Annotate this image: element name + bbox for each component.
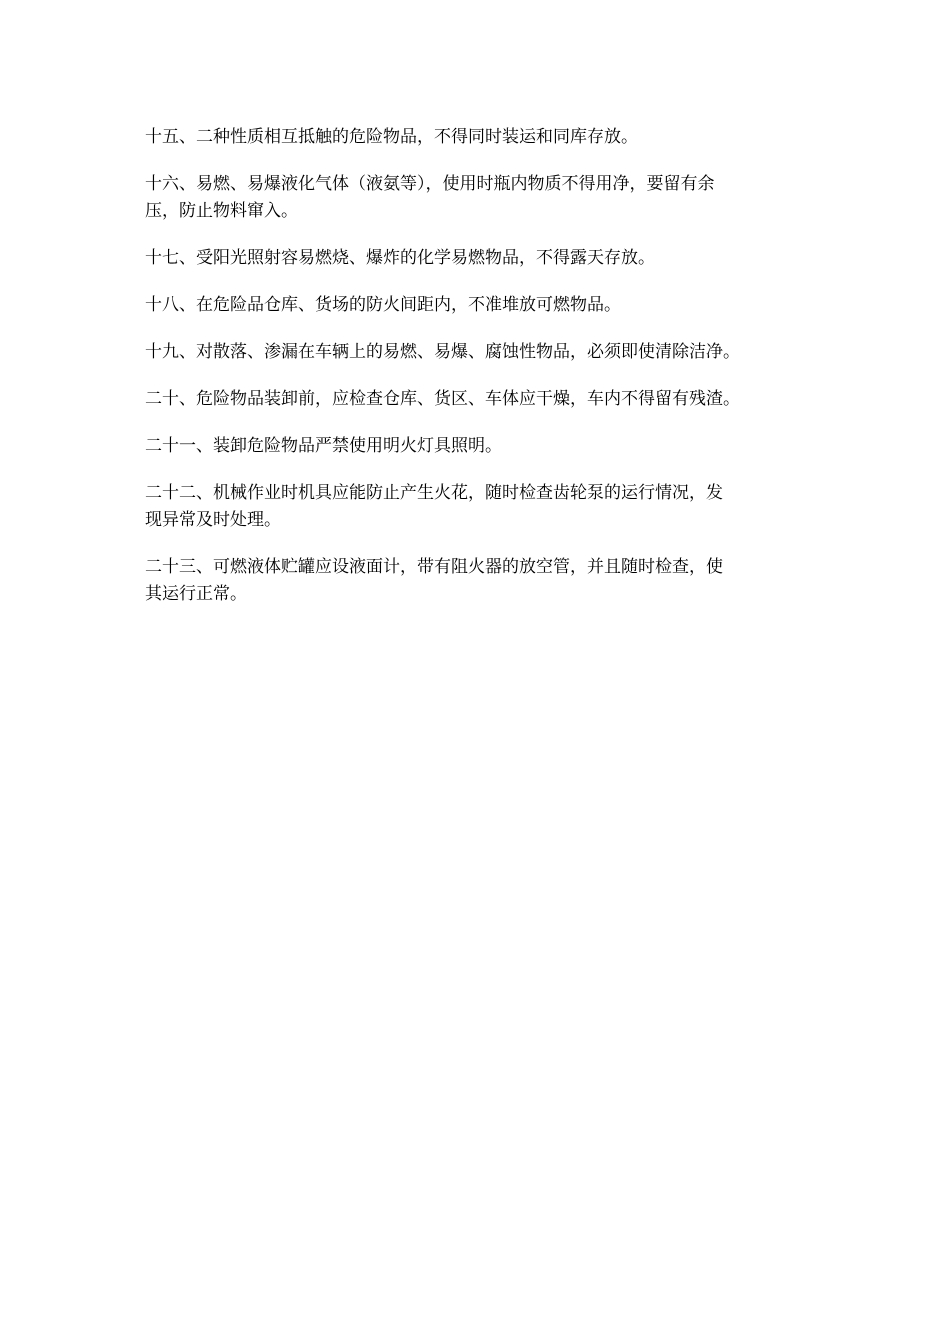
rule-item-15: 十五、二种性质相互抵触的危险物品，不得同时装运和同库存放。 bbox=[145, 127, 638, 147]
rule-item-22: 二十二、机械作业时机具应能防止产生火花，随时检查齿轮泵的运行情况，发 现异常及时处理。 bbox=[145, 483, 723, 530]
document-body bbox=[145, 124, 810, 628]
rule-item-16: 十六、易燃、易爆液化气体（液氨等），使用时瓶内物质不得用净，要留有余 压，防止物料窜入。 bbox=[145, 174, 715, 221]
rule-item-18: 十八、在危险品仓库、货场的防火间距内，不准堆放可燃物品。 bbox=[145, 295, 621, 315]
rule-item-23: 二十三、可燃液体贮罐应设液面计，带有阻火器的放空管，并且随时检查，使 其运行正常。 bbox=[145, 557, 723, 604]
rule-item-17: 十七、受阳光照射容易燃烧、爆炸的化学易燃物品，不得露天存放。 bbox=[145, 248, 655, 268]
rule-item-21: 二十一、装卸危险物品严禁使用明火灯具照明。 bbox=[145, 436, 502, 456]
rule-item-20: 二十、危险物品装卸前，应检查仓库、货区、车体应干燥，车内不得留有残渣。 bbox=[145, 389, 740, 409]
rule-item-19: 十九、对散落、渗漏在车辆上的易燃、易爆、腐蚀性物品，必须即使清除洁净。 bbox=[145, 342, 740, 362]
